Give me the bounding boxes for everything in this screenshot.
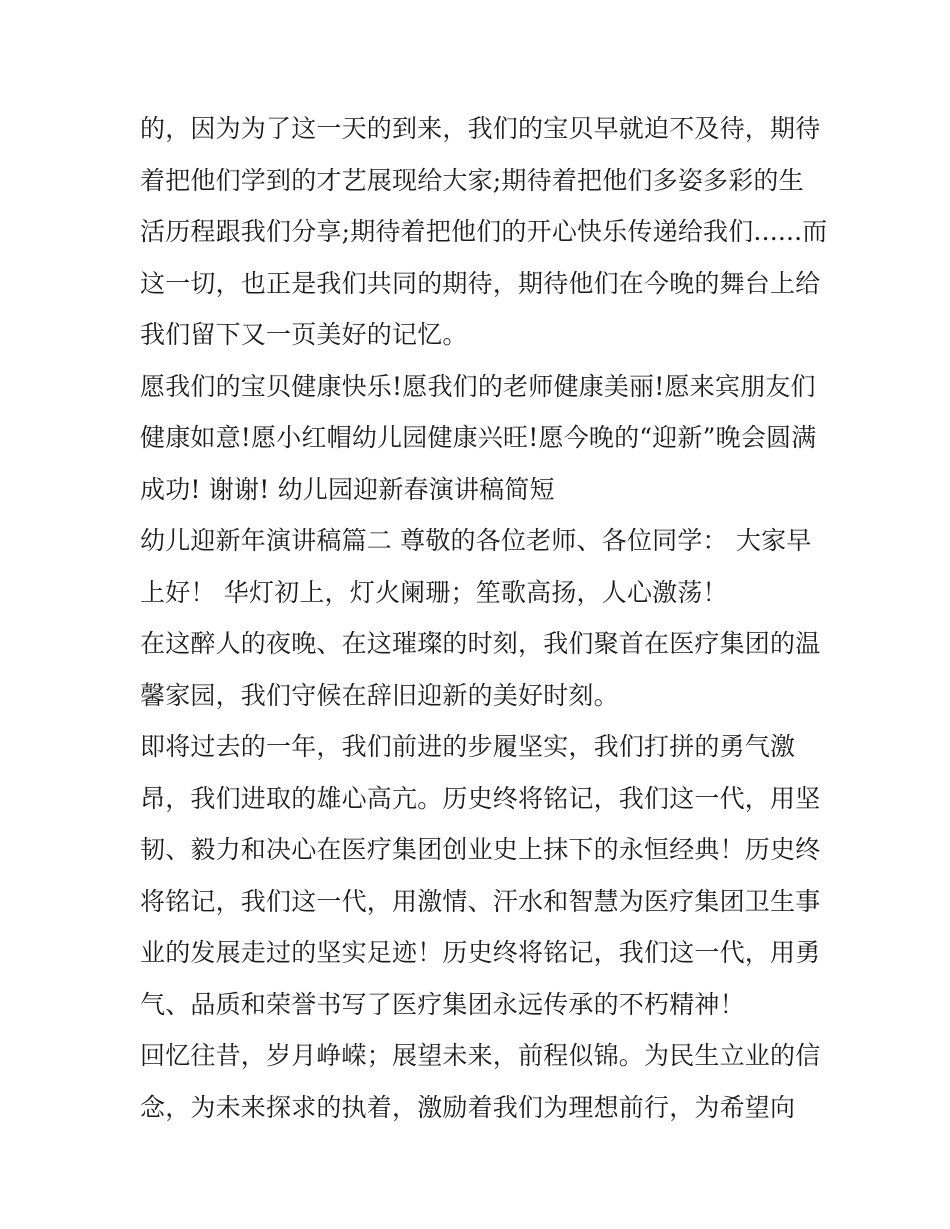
text-line: 幼儿迎新年演讲稿篇二 尊敬的各位老师、各位同学： 大家早: [140, 526, 812, 555]
text-line: 我们留下又一页美好的记忆。: [140, 320, 468, 349]
text-line: 念，为未来探求的执着，激励着我们为理想前行，为希望向: [140, 1092, 796, 1122]
text-line: 将铭记，我们这一代，用激情、汗水和智慧为医疗集团卫生事: [140, 886, 821, 916]
text-line: 气、品质和荣誉书写了医疗集团永远传承的不朽精神！: [140, 989, 745, 1019]
text-line: 昂，我们进取的雄心高亢。历史终将铭记，我们这一代，用坚: [140, 783, 821, 813]
text-line: 馨家园，我们守候在辞旧迎新的美好时刻。: [140, 680, 619, 710]
text-line: 在这醉人的夜晚、在这璀璨的时刻，我们聚首在医疗集团的温: [140, 629, 821, 658]
text-line: 活历程跟我们分享;期待着把他们的开心快乐传递给我们......而: [140, 217, 828, 246]
paragraph-4: [140, 618, 820, 721]
text-line: 这一切，也正是我们共同的期待，期待他们在今晚的舞台上给: [140, 268, 821, 298]
text-line: 着把他们学到的才艺展现给大家;期待着把他们多姿多彩的生: [140, 165, 804, 195]
text-line: 业的发展走过的坚实足迹！历史终将铭记，我们这一代，用勇: [140, 938, 821, 967]
text-line: 愿我们的宝贝健康快乐!愿我们的老师健康美丽!愿来宾朋友们: [140, 371, 816, 401]
text-line: 的，因为为了这一天的到来，我们的宝贝早就迫不及待，期待: [140, 114, 821, 143]
paragraph-2: [140, 361, 820, 516]
paragraph-6: [140, 1030, 820, 1133]
paragraph-1: [140, 103, 828, 361]
text-line: 健康如意!愿小红帽幼儿园健康兴旺!愿今晚的“迎新”晚会圆满: [140, 423, 817, 452]
text-line: 上好！ 华灯初上，灯火阑珊；笙歌高扬，人心激荡！: [140, 577, 728, 607]
paragraph-3: [140, 515, 820, 618]
text-line: 回忆往昔，岁月峥嵘；展望未来，前程似锦。为民生立业的信: [140, 1041, 821, 1070]
document-body: [140, 103, 828, 1133]
text-line: 即将过去的一年，我们前进的步履坚实，我们打拼的勇气激: [140, 732, 796, 761]
paragraph-5: [140, 721, 820, 1030]
text-line: 韧、毅力和决心在医疗集团创业史上抹下的永恒经典！历史终: [140, 835, 821, 864]
text-line: 成功! 谢谢! 幼儿园迎新春演讲稿简短: [140, 474, 555, 504]
